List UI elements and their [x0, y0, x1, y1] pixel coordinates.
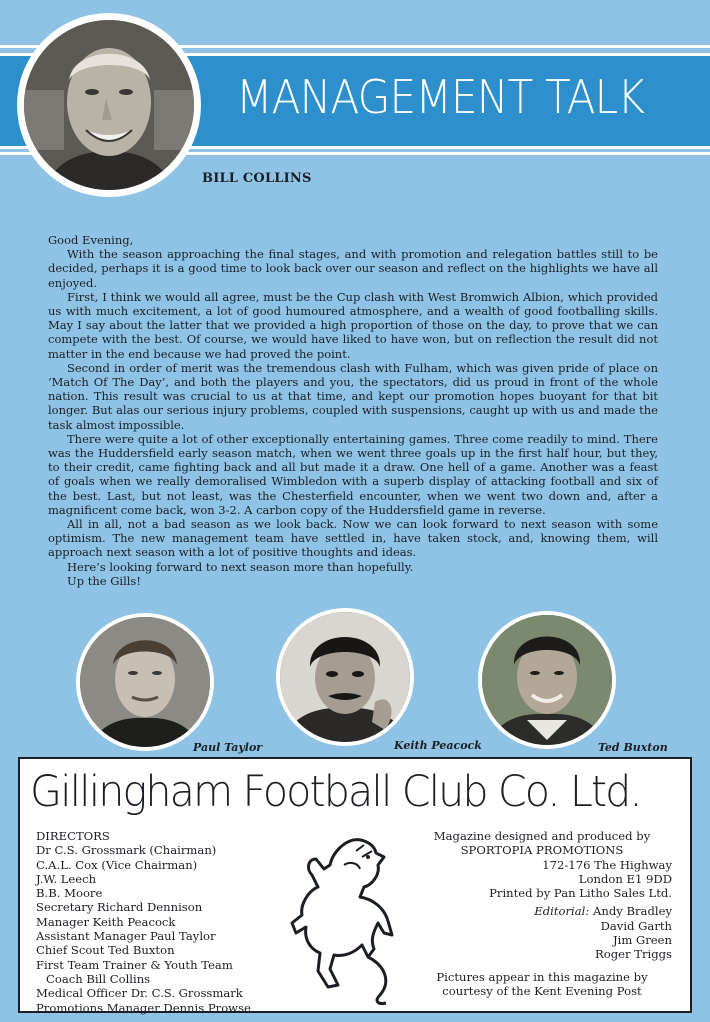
directors-list — [36, 829, 251, 1015]
letter-greeting: Good Evening, — [48, 233, 134, 247]
letter-paragraph: All in all, not a bad season as we look back. Now we can look forward to next season with some optimism. The new management team have settled in, have taken stock, and, knowing them, will approach next season with a lot of positive thoughts and ideas. — [48, 517, 658, 560]
letter-paragraph: There were quite a lot of other exceptionally entertaining games. Three come readily to mind. There was the Huddersfield early season match, when we went three goals up in the first half hour, but they, to their credit, came fighting back and all but made it a draw. One hell of a game. Another was a feast of goals when we really demoralised Wimbledon with a superb display of attacking football and six of the best. Last, but not least, was the Chesterfield encounter, when we went two down and, after a magnificent come back, won 3-2. A carbon copy of the Huddersfield game in reverse. — [48, 431, 658, 517]
director-line: J.W. Leech — [36, 871, 97, 886]
photo-caption: Paul Taylor — [193, 741, 263, 754]
director-line: B.B. Moore — [36, 886, 103, 901]
page-title: MANAGEMENT TALK — [236, 70, 645, 124]
editor-name: Andy Bradley — [592, 904, 672, 919]
director-line: Medical Officer Dr. C.S. Grossmark — [36, 986, 243, 1001]
keith-peacock-photo — [276, 608, 414, 746]
editor-name: Jim Green — [612, 933, 672, 948]
management-letter — [48, 233, 658, 588]
director-line: C.A.L. Cox (Vice Chairman) — [36, 857, 198, 872]
photo-caption: Ted Buxton — [598, 741, 668, 754]
ted-buxton-photo — [478, 611, 616, 749]
credit-line: Magazine designed and produced by — [433, 829, 651, 843]
letter-paragraph: With the season approaching the final stages, and with promotion and relegation battles still to be decided, perhaps it is a good time to look back over our season and reflect on the highlights we have all enjoyed. — [48, 247, 658, 290]
kent-horse-emblem-icon — [288, 835, 400, 1007]
director-line: Assistant Manager Paul Taylor — [36, 929, 216, 944]
director-line: Secretary Richard Dennison — [36, 900, 203, 915]
credit-line: Pictures appear in this magazine by — [436, 969, 648, 984]
director-line: Chief Scout Ted Buxton — [36, 943, 175, 958]
club-info-box — [18, 757, 692, 1013]
letter-paragraph: First, I think we would all agree, must be the Cup clash with West Bromwich Albion, which provided us with much excitement, a lot of good humoured atmosphere, and a wealth of good footballing skills. May I say about the latter that we provided a high proportion of those on the day, to prove that we can compete with the best. Of course, we would have liked to have won, but on reflection the result did not matter in the end because we had proved the point. — [48, 289, 658, 361]
paul-taylor-photo — [76, 613, 214, 751]
photo-caption: Keith Peacock — [394, 739, 482, 752]
credit-line: London E1 9DD — [578, 871, 672, 886]
director-line: Dr C.S. Grossmark (Chairman) — [36, 843, 217, 858]
credit-line: courtesy of the Kent Evening Post — [442, 983, 642, 998]
club-name: Gillingham Football Club Co. Ltd. — [30, 767, 641, 817]
editorial-label: Editorial: — [534, 904, 590, 919]
editorial-line — [412, 904, 672, 918]
letter-signoff: Up the Gills! — [67, 573, 141, 588]
director-line: Coach Bill Collins — [46, 971, 151, 986]
letter-paragraph: Here’s looking forward to next season more than hopefully. — [67, 559, 414, 574]
production-credits — [412, 829, 672, 998]
director-line: Promotions Manager Dennis Prowse — [36, 1000, 251, 1015]
director-line: First Team Trainer & Youth Team — [36, 957, 233, 972]
credit-line: SPORTOPIA PROMOTIONS — [460, 843, 624, 858]
editor-name: Roger Triggs — [595, 947, 672, 962]
credit-line: 172-176 The Highway — [542, 857, 672, 872]
manager-portrait — [17, 13, 201, 197]
editor-name: David Garth — [600, 918, 672, 933]
letter-paragraph: Second in order of merit was the tremendous clash with Fulham, which was given pride of place on ‘Match Of The Day’, and both the players and you, the spectators, did us proud in front of the whole nation. This result was crucial to us at that time, and kept our promotion hopes buoyant for that bit longer. But alas our serious injury problems, coupled with suspensions, caught up with us and made the task almost impossible. — [48, 360, 658, 432]
director-line: Manager Keith Peacock — [36, 914, 176, 929]
credit-line: Printed by Pan Litho Sales Ltd. — [489, 886, 672, 901]
directors-heading: DIRECTORS — [36, 829, 110, 843]
manager-name: BILL COLLINS — [202, 171, 312, 186]
